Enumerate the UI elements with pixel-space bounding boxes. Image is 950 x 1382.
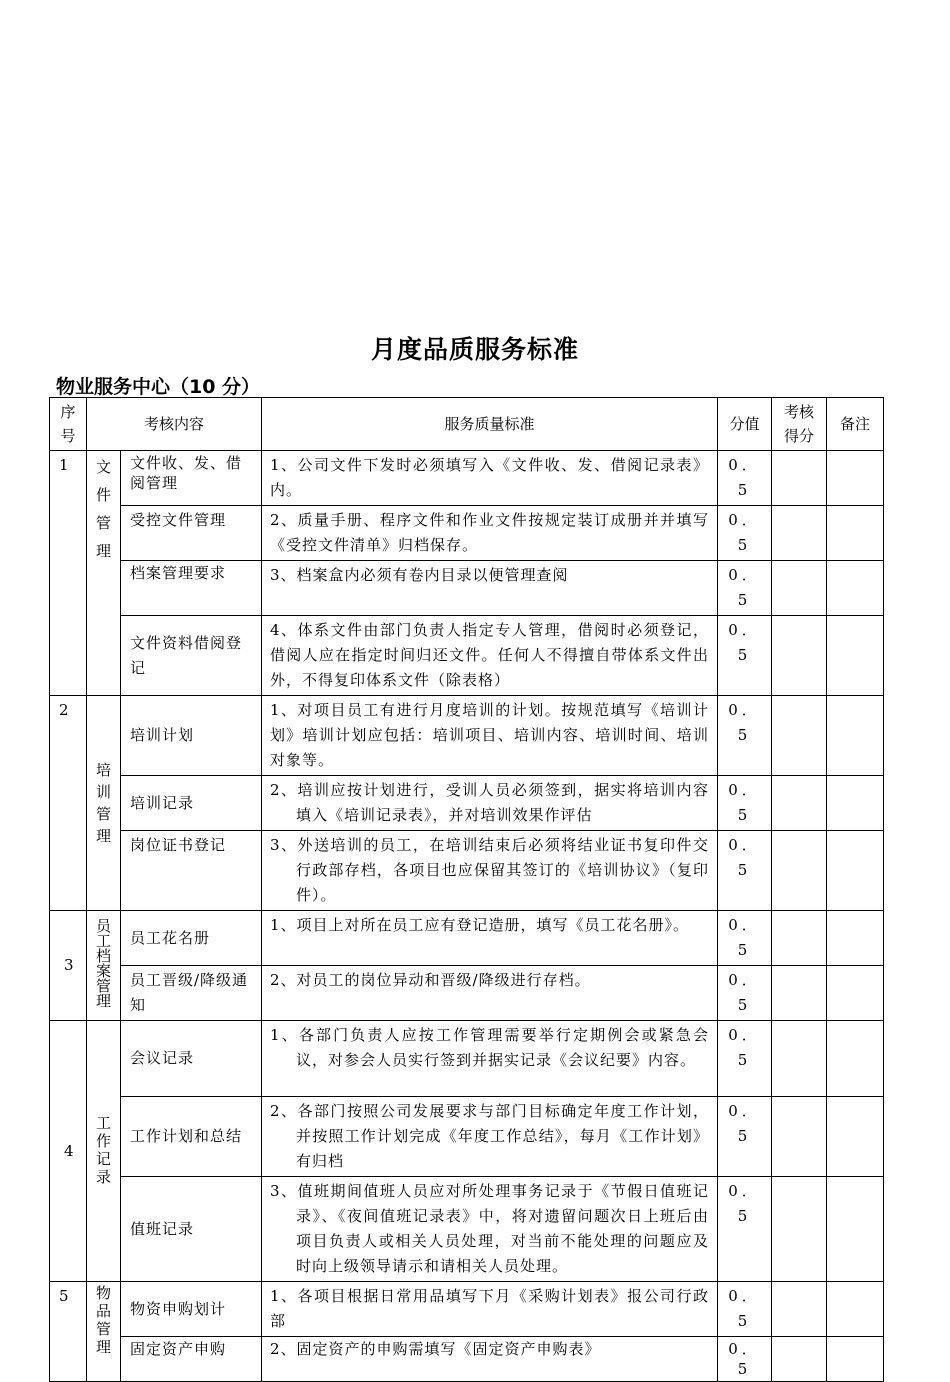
assess-score-cell [772, 1282, 827, 1337]
assess-score-cell [772, 616, 827, 696]
item-score: 0．5 [718, 966, 772, 1021]
table-row [50, 1021, 884, 1097]
item-standard: 2、固定资产的申购需填写《固定资产申购表》 [262, 1337, 718, 1382]
item-name: 培训记录 [121, 776, 262, 831]
item-standard: 2、对员工的岗位异动和晋级/降级进行存档。 [262, 966, 718, 1021]
item-score: 0．5 [718, 1021, 772, 1097]
header-content: 考核内容 [87, 398, 262, 451]
header-seq: 序号 [50, 398, 87, 451]
remark-cell [827, 776, 884, 831]
item-name: 会议记录 [121, 1021, 262, 1097]
header-row [50, 398, 884, 451]
group-index: 2 [50, 696, 87, 911]
header-remark: 备注 [827, 398, 884, 451]
item-standard: 3、值班期间值班人员应对所处理事务记录于《节假日值班记录》、《夜间值班记录表》中，将对遗留问题次日上班后由项目负责人或相关人员处理，对当前不能处理的问题应及时向上级领导请示和请相关人员处理。 [262, 1177, 718, 1282]
group-category: 培训管理 [87, 696, 121, 911]
page-title: 月度品质服务标准 [370, 335, 579, 364]
item-name: 固定资产申购 [121, 1337, 262, 1382]
group-index: 4 [50, 1021, 87, 1282]
assess-score-cell [772, 1337, 827, 1382]
item-standard: 3、档案盒内必须有卷内目录以便管理查阅 [262, 561, 718, 616]
item-name: 岗位证书登记 [121, 831, 262, 911]
item-score: 0．5 [718, 616, 772, 696]
item-standard: 1、对项目员工有进行月度培训的计划。按规范填写《培训计划》培训计划应包括：培训项目、培训内容、培训时间、培训对象等。 [262, 696, 718, 776]
item-score: 0．5 [718, 1097, 772, 1177]
item-score: 0．5 [718, 506, 772, 561]
item-name: 工作计划和总结 [121, 1097, 262, 1177]
table-row [50, 966, 884, 1021]
item-name: 文件资料借阅登记 [121, 616, 262, 696]
table-row [50, 1282, 884, 1337]
header-assess: 考核得分 [772, 398, 827, 451]
header-score: 分值 [718, 398, 772, 451]
table-row [50, 1097, 884, 1177]
item-standard: 2、培训应按计划进行，受训人员必须签到，据实将培训内容填入《培训记录表》，并对培训效果作评估 [262, 776, 718, 831]
item-name: 档案管理要求 [121, 561, 262, 616]
remark-cell [827, 616, 884, 696]
remark-cell [827, 1177, 884, 1282]
table-row [50, 776, 884, 831]
table-row [50, 1337, 884, 1382]
assess-score-cell [772, 561, 827, 616]
table-row [50, 911, 884, 966]
table-row [50, 561, 884, 616]
assess-score-cell [772, 1177, 827, 1282]
remark-cell [827, 911, 884, 966]
item-score: 0．5 [718, 561, 772, 616]
remark-cell [827, 1097, 884, 1177]
item-name: 培训计划 [121, 696, 262, 776]
assess-score-cell [772, 451, 827, 506]
group-index: 1 [50, 451, 87, 696]
group-index: 3 [50, 911, 87, 1021]
header-standard: 服务质量标准 [262, 398, 718, 451]
item-score: 0．5 [718, 1177, 772, 1282]
remark-cell [827, 966, 884, 1021]
remark-cell [827, 451, 884, 506]
item-standard: 2、质量手册、程序文件和作业文件按规定装订成册并并填写《受控文件清单》归档保存。 [262, 506, 718, 561]
group-category: 工作记录 [87, 1021, 121, 1282]
assess-score-cell [772, 776, 827, 831]
table-row [50, 616, 884, 696]
assess-score-cell [772, 966, 827, 1021]
table-row [50, 831, 884, 911]
section-subtitle: 物业服务中心（10 分） [56, 376, 261, 398]
remark-cell [827, 1021, 884, 1097]
quality-standard-table [49, 397, 884, 1382]
item-name: 员工花名册 [121, 911, 262, 966]
item-name: 文件收、发、借阅管理 [121, 451, 262, 506]
assess-score-cell [772, 831, 827, 911]
item-name: 物资申购划计 [121, 1282, 262, 1337]
item-score: 0．5 [718, 1337, 772, 1382]
table-row [50, 696, 884, 776]
item-standard: 3、外送培训的员工，在培训结束后必须将结业证书复印件交行政部存档，各项目也应保留其签订的《培训协议》（复印件）。 [262, 831, 718, 911]
assess-score-cell [772, 911, 827, 966]
item-score: 0．5 [718, 776, 772, 831]
group-category: 员工档案管理 [87, 911, 121, 1021]
remark-cell [827, 561, 884, 616]
item-name: 受控文件管理 [121, 506, 262, 561]
item-standard: 1、各项目根据日常用品填写下月《采购计划表》报公司行政部 [262, 1282, 718, 1337]
table-row [50, 506, 884, 561]
assess-score-cell [772, 506, 827, 561]
assess-score-cell [772, 1021, 827, 1097]
assess-score-cell [772, 1097, 827, 1177]
remark-cell [827, 506, 884, 561]
item-standard: 2、各部门按照公司发展要求与部门目标确定年度工作计划，并按照工作计划完成《年度工作总结》，每月《工作计划》有归档 [262, 1097, 718, 1177]
remark-cell [827, 1337, 884, 1382]
group-index: 5 [50, 1282, 87, 1382]
item-standard: 1、各部门负责人应按工作管理需要举行定期例会或紧急会议，对参会人员实行签到并据实记录《会议纪要》内容。 [262, 1021, 718, 1097]
item-score: 0．5 [718, 1282, 772, 1337]
item-name: 员工晋级/降级通知 [121, 966, 262, 1021]
remark-cell [827, 696, 884, 776]
item-score: 0．5 [718, 696, 772, 776]
item-standard: 1、项目上对所在员工应有登记造册，填写《员工花名册》。 [262, 911, 718, 966]
item-score: 0．5 [718, 911, 772, 966]
table-row [50, 451, 884, 506]
remark-cell [827, 831, 884, 911]
item-standard: 4、体系文件由部门负责人指定专人管理，借阅时必须登记，借阅人应在指定时间归还文件。任何人不得擅自带体系文件出外，不得复印体系文件（除表格） [262, 616, 718, 696]
assess-score-cell [772, 696, 827, 776]
table-row [50, 1177, 884, 1282]
item-standard: 1、公司文件下发时必须填写入《文件收、发、借阅记录表》内。 [262, 451, 718, 506]
item-name: 值班记录 [121, 1177, 262, 1282]
item-score: 0．5 [718, 831, 772, 911]
item-score: 0．5 [718, 451, 772, 506]
group-category: 文件管理 [87, 451, 121, 696]
remark-cell [827, 1282, 884, 1337]
group-category: 物品管理 [87, 1282, 121, 1382]
